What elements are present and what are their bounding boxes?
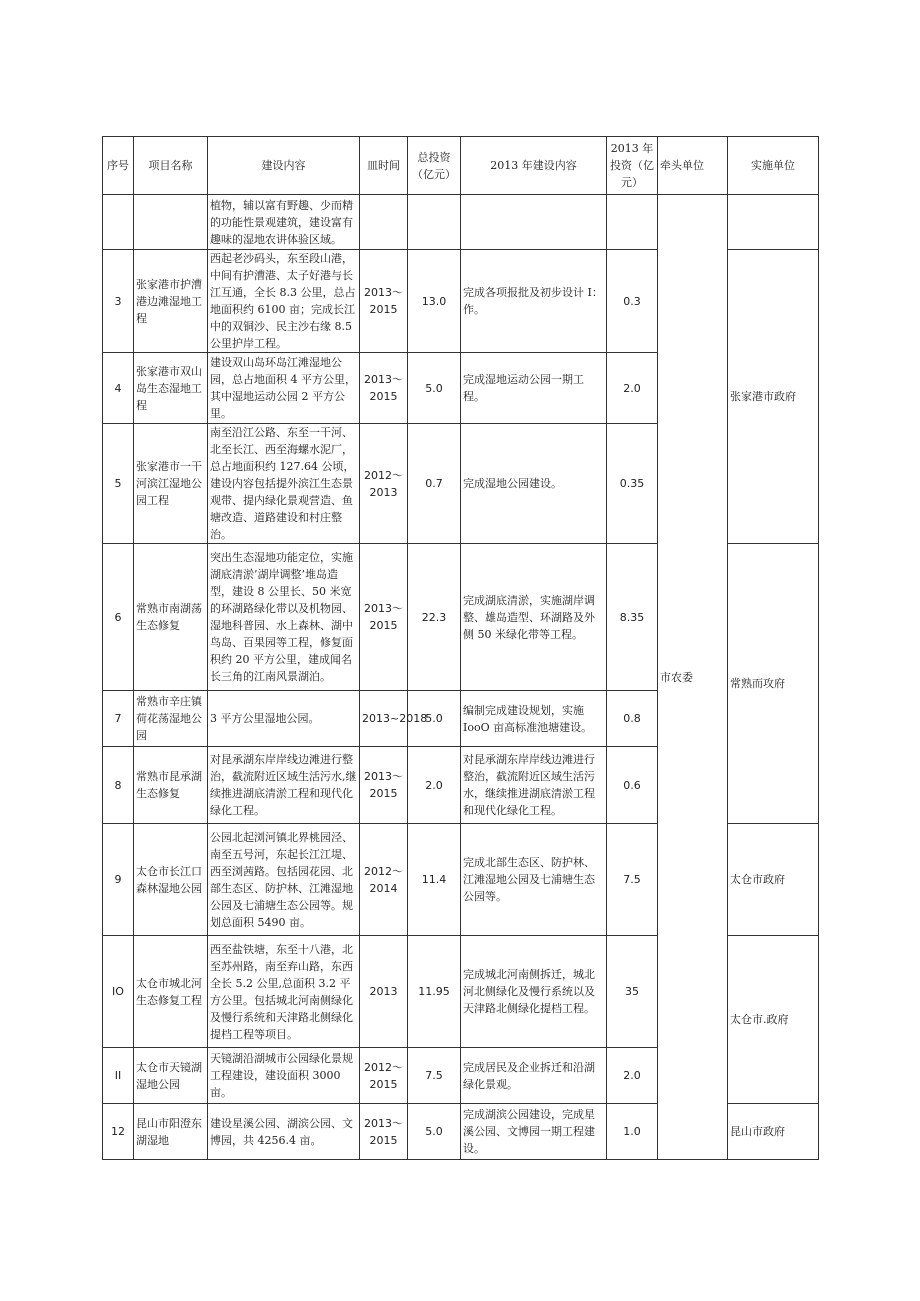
row-invest: 5.0 <box>408 691 461 747</box>
row-invest: 0.7 <box>408 424 461 544</box>
row-seq: 8 <box>103 747 134 824</box>
row-content-2013: 完成湖滨公园建设，完成星溪公园、文博园一期工程建设。 <box>461 1104 607 1160</box>
row-content-2013: 完成居民及企业拆迁和沿湖绿化景观。 <box>461 1048 607 1104</box>
row-seq: 9 <box>103 824 134 936</box>
row-invest-2013: 2.0 <box>607 353 658 424</box>
row-content: 建设双山岛环岛江滩湿地公园，总占地面积 4 平方公里，其中湿地运动公园 2 平方公里。 <box>208 353 360 424</box>
row-invest-2013: 35 <box>607 936 658 1048</box>
header-invest: 总投资（亿元） <box>408 137 461 195</box>
row-period: 2013～2015 <box>360 544 408 691</box>
project-table <box>102 136 819 1160</box>
row-content: 西至盐铁塘，东至十八港，北至苏州路，南至弃山路，东西全长 5.2 公里,总面积 3.2 平方公里。包括城北河南侧绿化及慢行系统和天津路北侧绿化提档工程等项目。 <box>208 936 360 1048</box>
header-content-2013: 2013 年建设内容 <box>461 137 607 195</box>
row-content-2013: 对昆承湖东岸岸线边滩进行整治，截流附近区域生活污水，继续推进湖底清淤工程和现代化绿化工程。 <box>461 747 607 824</box>
row-period <box>360 195 408 250</box>
lead-unit: 市农委 <box>658 195 728 1160</box>
row-invest-2013: 7.5 <box>607 824 658 936</box>
row-content-2013: 编制完成建设规划，实施 IooO 亩高标准池塘建设。 <box>461 691 607 747</box>
row-invest-2013: 0.3 <box>607 250 658 353</box>
row-seq: II <box>103 1048 134 1104</box>
impl-unit-empty <box>728 195 819 250</box>
row-seq <box>103 195 134 250</box>
row-seq: 4 <box>103 353 134 424</box>
row-invest: 7.5 <box>408 1048 461 1104</box>
header-content: 建设内容 <box>208 137 360 195</box>
row-content: 南至沿江公路、东至一干河、北至长江、西至海螺水泥厂，总占地面积约 127.64 公顷，建设内容包括提外滨江生态景观带、提内绿化景观营造、鱼塘改造、道路建设和村庄整治。 <box>208 424 360 544</box>
row-invest-2013 <box>607 195 658 250</box>
row-name: 常熟市南湖荡生态修复 <box>134 544 208 691</box>
header-impl: 实施单位 <box>728 137 819 195</box>
row-seq: 6 <box>103 544 134 691</box>
row-content-2013: 完成湖底清淤，实施湖岸调整、雄岛造型、环湖路及外侧 50 米绿化带等工程。 <box>461 544 607 691</box>
row-content-2013: 完成湿地运动公园一期工程。 <box>461 353 607 424</box>
row-invest: 5.0 <box>408 1104 461 1160</box>
row-content-2013: 完成北部生态区、防护林、江滩湿地公园及七浦塘生态公园等。 <box>461 824 607 936</box>
row-invest-2013: 0.35 <box>607 424 658 544</box>
row-name: 太仓市长江口森林湿地公园 <box>134 824 208 936</box>
row-content: 公园北起浏河镇北界桃园泾、南至五号河，东起长江江堤、西至浏茜路。包括园花园、北部生态区、防护林、江滩湿地公园及七浦塘生态公园等。规划总面积 5490 亩。 <box>208 824 360 936</box>
header-name: 项目名称 <box>134 137 208 195</box>
header-period: 皿时间 <box>360 137 408 195</box>
row-name <box>134 195 208 250</box>
row-name: 张家港市一干河滨江湿地公园工程 <box>134 424 208 544</box>
impl-unit: 常熟而攻府 <box>728 544 819 824</box>
row-invest-2013: 0.8 <box>607 691 658 747</box>
row-content: 突出生态湿地功能定位，实施湖底清淤’湖岸调整’堆岛造型，建设 8 公里长、50 米宽的环湖路绿化带以及机物园、湿地科普园、水上森林、湖中鸟岛、百果园等工程，修复面积约 20 平方公里，建成闻名长三角的江南风景湖泊。 <box>208 544 360 691</box>
row-content-2013: 完成湿地公园建设。 <box>461 424 607 544</box>
row-period: 2013～2015 <box>360 747 408 824</box>
row-period: 2013~2018 <box>360 691 408 747</box>
impl-unit: 太仓市政府 <box>728 824 819 936</box>
row-period: 2012～2013 <box>360 424 408 544</box>
row-invest: 11.95 <box>408 936 461 1048</box>
row-invest-2013: 1.0 <box>607 1104 658 1160</box>
row-invest-2013: 0.6 <box>607 747 658 824</box>
row-name: 常熟市辛庄镇荷花荡湿地公园 <box>134 691 208 747</box>
row-content-2013: 完成城北河南侧拆迁，城北河北侧绿化及慢行系统以及天津路北侧绿化提档工程。 <box>461 936 607 1048</box>
row-content: 3 平方公里湿地公园。 <box>208 691 360 747</box>
row-period: 2013～2015 <box>360 250 408 353</box>
row-invest: 11.4 <box>408 824 461 936</box>
row-content: 西起老沙码头，东至段山港，中间有护漕港、太子好港与长江互通，全长 8.3 公里，总占地面积约 6100 亩；完成长江中的双铜沙、民主沙右缘 8.5 公里护岸工程。 <box>208 250 360 353</box>
row-period: 2012～2014 <box>360 824 408 936</box>
row-period: 2012～2015 <box>360 1048 408 1104</box>
impl-unit: 昆山市政府 <box>728 1104 819 1160</box>
row-name: 太仓市城北河生态修复工程 <box>134 936 208 1048</box>
row-seq: 5 <box>103 424 134 544</box>
row-name: 昆山市阳澄东湖湿地 <box>134 1104 208 1160</box>
row-period: 2013 <box>360 936 408 1048</box>
header-lead: 牵头单位 <box>658 137 728 195</box>
header-invest-2013: 2013 年投资（亿元） <box>607 137 658 195</box>
row-invest-2013: 2.0 <box>607 1048 658 1104</box>
table-row <box>103 195 819 250</box>
row-invest: 2.0 <box>408 747 461 824</box>
row-invest <box>408 195 461 250</box>
row-content-2013: 完成各项报批及初步设计 I：作。 <box>461 250 607 353</box>
row-seq: IO <box>103 936 134 1048</box>
row-name: 太仓市天镜湖湿地公园 <box>134 1048 208 1104</box>
row-content: 对昆承湖东岸岸线边滩进行整治，截流附近区域生活污水,继续推进湖底清淤工程和现代化绿化工程。 <box>208 747 360 824</box>
row-invest-2013: 8.35 <box>607 544 658 691</box>
row-content: 植物，辅以富有野趣、少而精的功能性景观建筑，建设富有趣味的湿地农讲体验区域。 <box>208 195 360 250</box>
impl-unit: 张家港市政府 <box>728 250 819 544</box>
row-seq: 7 <box>103 691 134 747</box>
row-period: 2013～2015 <box>360 353 408 424</box>
impl-unit: 太仓市.政府 <box>728 936 819 1104</box>
row-invest: 22.3 <box>408 544 461 691</box>
header-row <box>103 137 819 195</box>
header-seq: 序号 <box>103 137 134 195</box>
row-content: 建设星溪公园、湖滨公园、文博园，共 4256.4 亩。 <box>208 1104 360 1160</box>
row-invest: 5.0 <box>408 353 461 424</box>
row-name: 张家港市护漕港边滩湿地工程 <box>134 250 208 353</box>
row-name: 张家港市双山岛生态湿地工程 <box>134 353 208 424</box>
row-content-2013 <box>461 195 607 250</box>
row-seq: 3 <box>103 250 134 353</box>
row-content: 天镜湖沿湖城市公园绿化景规工程建设，建设面积 3000 亩。 <box>208 1048 360 1104</box>
row-invest: 13.0 <box>408 250 461 353</box>
row-seq: 12 <box>103 1104 134 1160</box>
row-name: 常熟市昆承湖生态修复 <box>134 747 208 824</box>
row-period: 2013～2015 <box>360 1104 408 1160</box>
